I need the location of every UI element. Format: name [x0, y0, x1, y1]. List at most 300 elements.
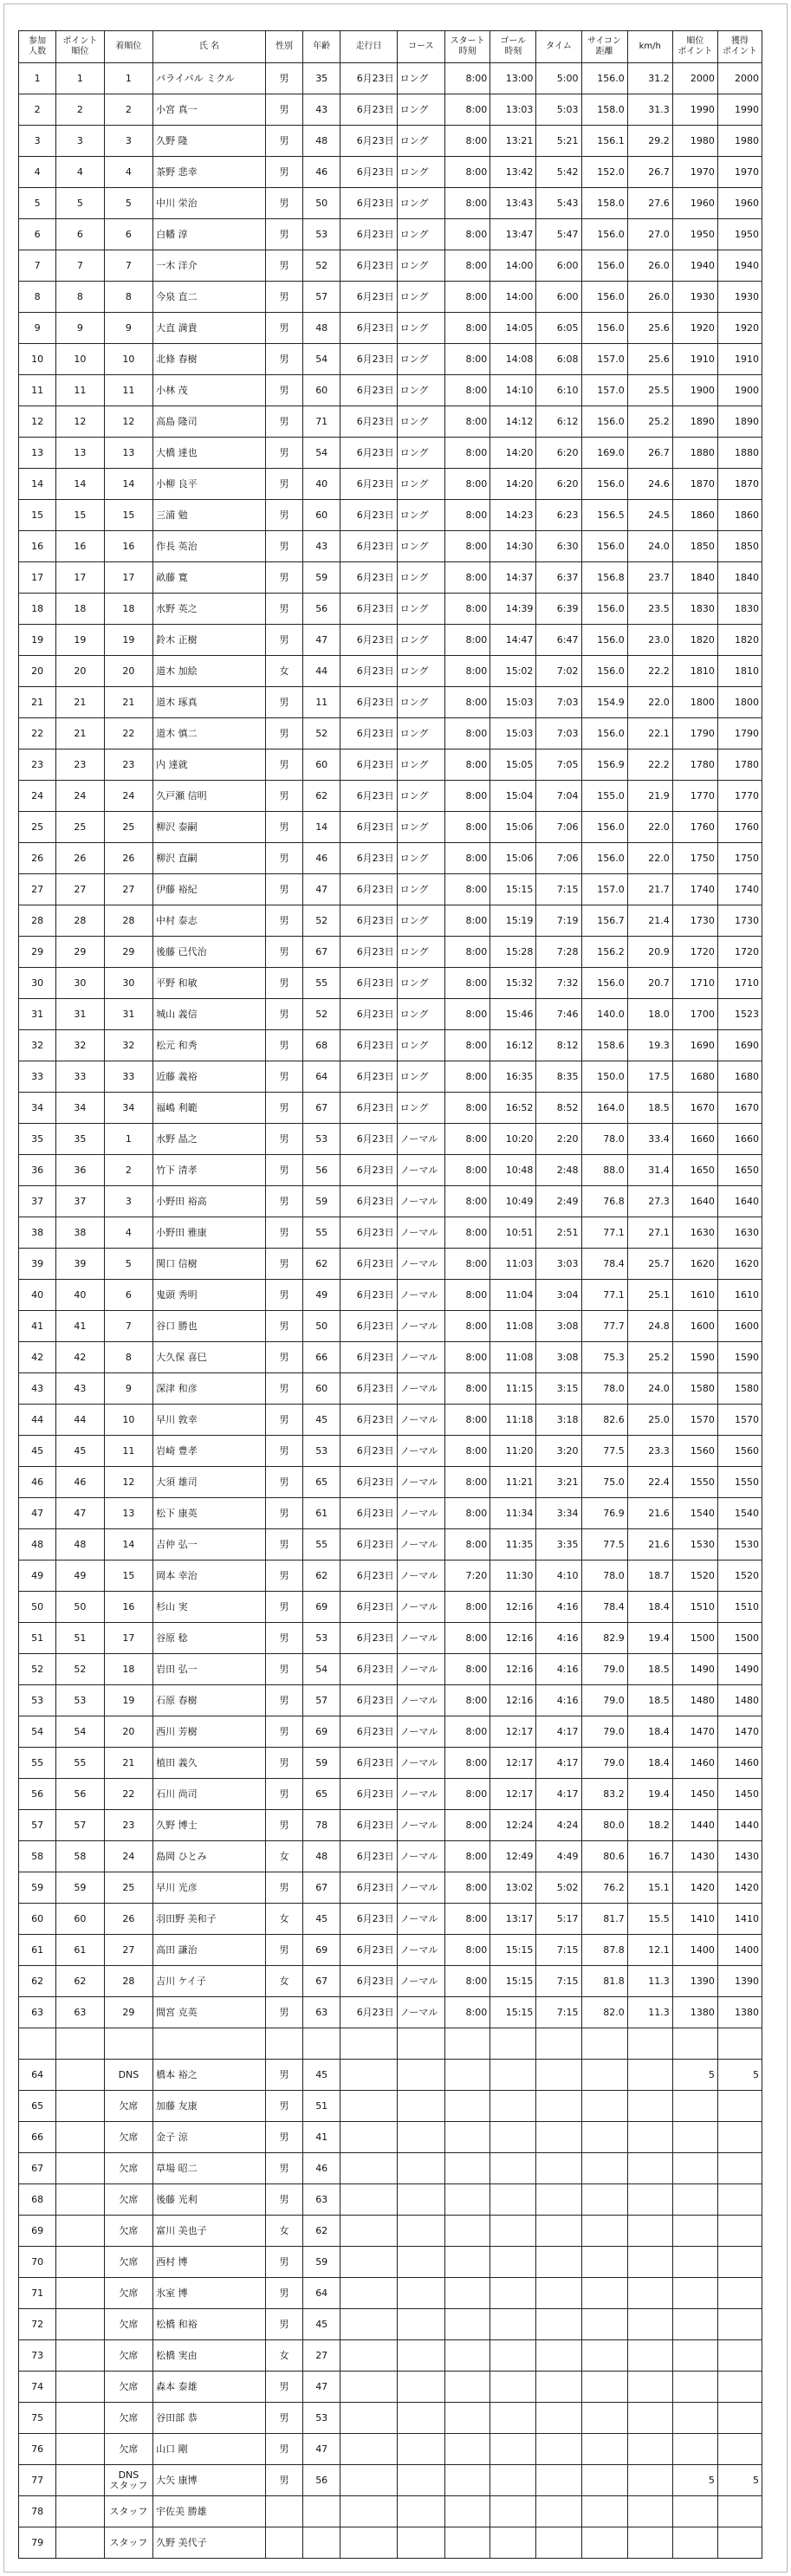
table-cell: 大橋 達也: [153, 438, 266, 469]
table-cell: 男: [265, 63, 302, 94]
table-cell: 10:20: [490, 1124, 536, 1155]
table-cell: 1620: [672, 1249, 717, 1280]
table-cell: 65: [303, 1467, 340, 1498]
table-cell: 21: [104, 1748, 153, 1779]
table-cell: [672, 2247, 717, 2278]
table-cell: [581, 2403, 627, 2434]
table-row: [19, 2153, 762, 2184]
table-cell: [672, 2340, 717, 2372]
table-cell: ロング: [397, 968, 444, 999]
table-cell: 5: [104, 1249, 153, 1280]
table-cell: 88.0: [581, 1155, 627, 1186]
table-cell: 2:51: [536, 1217, 581, 1249]
table-cell: 1760: [672, 812, 717, 843]
table-cell: 15: [19, 500, 56, 531]
table-cell: 156.8: [581, 562, 627, 594]
table-cell: 23.5: [627, 594, 672, 625]
table-cell: 6月23日: [340, 1061, 397, 1093]
table-cell: 8:00: [445, 1405, 490, 1436]
table-cell: 16: [104, 1592, 153, 1623]
table-cell: 80.0: [581, 1810, 627, 1841]
table-cell: 22: [104, 718, 153, 749]
results-table: [18, 30, 762, 2559]
table-cell: 22: [19, 718, 56, 749]
table-cell: 156.0: [581, 282, 627, 313]
table-cell: 28: [104, 1966, 153, 1997]
table-cell: 48: [303, 126, 340, 157]
table-row: [19, 469, 762, 500]
table-cell: 49: [56, 1561, 104, 1592]
table-cell: 79.0: [581, 1654, 627, 1685]
table-cell: 45: [303, 1904, 340, 1935]
table-cell: ロング: [397, 219, 444, 250]
table-cell: 13: [104, 438, 153, 469]
table-cell: 1490: [672, 1654, 717, 1685]
table-cell: [581, 2184, 627, 2216]
table-cell: 3:08: [536, 1311, 581, 1342]
table-cell: 6月23日: [340, 1436, 397, 1467]
table-cell: 男: [265, 1093, 302, 1124]
table-cell: 69: [19, 2216, 56, 2247]
table-cell: [445, 2496, 490, 2527]
table-cell: 7:15: [536, 1935, 581, 1966]
table-cell: 8:00: [445, 1623, 490, 1654]
table-cell: 1650: [717, 1155, 762, 1186]
table-cell: [627, 2216, 672, 2247]
table-cell: 男: [265, 282, 302, 313]
table-cell: 4: [56, 157, 104, 188]
table-cell: 男: [265, 1467, 302, 1498]
table-cell: 68: [19, 2184, 56, 2216]
table-cell: 156.0: [581, 594, 627, 625]
table-cell: [445, 2434, 490, 2465]
table-cell: [397, 2278, 444, 2309]
empty-cell: [19, 2028, 56, 2060]
table-cell: 13:43: [490, 188, 536, 219]
table-cell: 6月23日: [340, 63, 397, 94]
table-cell: 1390: [717, 1966, 762, 1997]
table-cell: 15: [104, 500, 153, 531]
table-cell: 6月23日: [340, 1093, 397, 1124]
table-cell: 27.6: [627, 188, 672, 219]
table-cell: 3:18: [536, 1405, 581, 1436]
table-cell: 8:00: [445, 1280, 490, 1311]
table-cell: ロング: [397, 1093, 444, 1124]
table-cell: 55: [303, 1529, 340, 1561]
table-cell: 50: [19, 1592, 56, 1623]
table-cell: [56, 2184, 104, 2216]
table-cell: 1540: [672, 1498, 717, 1529]
table-cell: 1840: [717, 562, 762, 594]
table-cell: 67: [303, 1966, 340, 1997]
table-cell: 宇佐美 勝雄: [153, 2496, 266, 2527]
table-cell: 8:00: [445, 219, 490, 250]
table-cell: 6月23日: [340, 1405, 397, 1436]
table-cell: 8:00: [445, 1498, 490, 1529]
table-cell: [581, 2465, 627, 2496]
table-cell: 39: [56, 1249, 104, 1280]
table-cell: 75.0: [581, 1467, 627, 1498]
table-cell: 83.2: [581, 1779, 627, 1810]
table-cell: [340, 2527, 397, 2559]
table-cell: 16: [104, 531, 153, 562]
table-cell: 男: [265, 999, 302, 1030]
table-cell: 鈴木 正樹: [153, 625, 266, 656]
table-cell: 6月23日: [340, 438, 397, 469]
table-cell: 北條 春樹: [153, 344, 266, 375]
table-cell: 男: [265, 1280, 302, 1311]
table-cell: 欠席: [104, 2091, 153, 2122]
table-cell: 15:06: [490, 843, 536, 874]
table-cell: 19.4: [627, 1623, 672, 1654]
table-cell: ノーマル: [397, 1623, 444, 1654]
table-cell: 4:16: [536, 1592, 581, 1623]
table-cell: 1620: [717, 1249, 762, 1280]
table-cell: [717, 2372, 762, 2403]
table-cell: [490, 2465, 536, 2496]
table-cell: 5:02: [536, 1872, 581, 1904]
table-cell: 26: [104, 1904, 153, 1935]
table-row: [19, 2216, 762, 2247]
table-cell: [536, 2153, 581, 2184]
table-cell: 柳沢 泰嗣: [153, 812, 266, 843]
table-cell: 156.0: [581, 531, 627, 562]
table-cell: 1520: [672, 1561, 717, 1592]
table-cell: 43: [56, 1373, 104, 1405]
table-cell: 男: [265, 1592, 302, 1623]
table-cell: 氷室 博: [153, 2278, 266, 2309]
table-cell: 48: [19, 1529, 56, 1561]
table-cell: 24: [19, 781, 56, 812]
table-cell: 63: [303, 2184, 340, 2216]
table-cell: 大矢 康博: [153, 2465, 266, 2496]
table-cell: 78: [303, 1810, 340, 1841]
table-cell: [672, 2184, 717, 2216]
table-cell: 7: [56, 250, 104, 282]
table-row: [19, 1997, 762, 2028]
table-cell: 51: [303, 2091, 340, 2122]
table-cell: 1640: [717, 1186, 762, 1217]
table-cell: 62: [19, 1966, 56, 1997]
table-cell: 1800: [672, 687, 717, 718]
table-cell: 1500: [717, 1623, 762, 1654]
table-cell: 15:06: [490, 812, 536, 843]
table-cell: [627, 2247, 672, 2278]
table-cell: 道木 琢真: [153, 687, 266, 718]
table-cell: 8: [104, 1342, 153, 1373]
table-cell: ロング: [397, 344, 444, 375]
table-cell: ノーマル: [397, 1904, 444, 1935]
table-cell: 6月23日: [340, 1280, 397, 1311]
table-cell: 41: [19, 1311, 56, 1342]
table-cell: 12:16: [490, 1685, 536, 1716]
table-cell: ノーマル: [397, 1654, 444, 1685]
table-cell: 2000: [672, 63, 717, 94]
table-cell: 8:00: [445, 1716, 490, 1748]
table-row: [19, 219, 762, 250]
table-cell: 25.1: [627, 1280, 672, 1311]
table-row: [19, 843, 762, 874]
table-cell: 1680: [717, 1061, 762, 1093]
column-header: km/h: [627, 31, 672, 63]
table-cell: 54: [19, 1716, 56, 1748]
table-cell: 8:00: [445, 250, 490, 282]
table-cell: 11: [303, 687, 340, 718]
table-cell: 59: [303, 562, 340, 594]
table-cell: 13:42: [490, 157, 536, 188]
table-cell: 156.0: [581, 469, 627, 500]
table-cell: 欠席: [104, 2184, 153, 2216]
table-row: [19, 2434, 762, 2465]
table-cell: 1730: [717, 905, 762, 937]
table-row: [19, 94, 762, 126]
table-cell: 6月23日: [340, 250, 397, 282]
table-cell: [627, 2060, 672, 2091]
table-cell: 50: [303, 1311, 340, 1342]
table-cell: 男: [265, 718, 302, 749]
table-cell: 松下 康英: [153, 1498, 266, 1529]
table-cell: 6月23日: [340, 1342, 397, 1373]
table-cell: 19: [104, 1685, 153, 1716]
table-cell: [717, 2122, 762, 2153]
table-cell: 24.0: [627, 531, 672, 562]
table-cell: 78.0: [581, 1561, 627, 1592]
table-cell: 1500: [672, 1623, 717, 1654]
table-cell: [581, 2122, 627, 2153]
table-cell: 35: [19, 1124, 56, 1155]
table-cell: [445, 2340, 490, 2372]
table-cell: 1400: [672, 1935, 717, 1966]
table-cell: 31: [19, 999, 56, 1030]
table-cell: 45: [19, 1436, 56, 1467]
table-cell: 31: [56, 999, 104, 1030]
table-cell: 6月23日: [340, 1810, 397, 1841]
table-cell: 1790: [672, 718, 717, 749]
table-row: [19, 157, 762, 188]
table-cell: 43: [303, 94, 340, 126]
table-cell: 32: [104, 1030, 153, 1061]
table-cell: [672, 2434, 717, 2465]
table-cell: 6月23日: [340, 1592, 397, 1623]
table-cell: 8:00: [445, 1249, 490, 1280]
table-cell: 一木 洋介: [153, 250, 266, 282]
table-cell: 1420: [672, 1872, 717, 1904]
table-cell: 18: [104, 1654, 153, 1685]
table-cell: 11: [19, 375, 56, 406]
table-cell: [490, 2527, 536, 2559]
table-cell: 6月23日: [340, 968, 397, 999]
table-cell: 8:00: [445, 1966, 490, 1997]
table-cell: 男: [265, 250, 302, 282]
table-cell: 1850: [717, 531, 762, 562]
table-cell: 1400: [717, 1935, 762, 1966]
table-cell: 8:00: [445, 1311, 490, 1342]
table-row: [19, 1841, 762, 1872]
table-cell: 8:00: [445, 1373, 490, 1405]
table-cell: 47: [19, 1498, 56, 1529]
table-cell: 36: [56, 1155, 104, 1186]
table-cell: 23.7: [627, 562, 672, 594]
table-cell: 1640: [672, 1186, 717, 1217]
table-cell: ロング: [397, 594, 444, 625]
table-row: [19, 63, 762, 94]
table-cell: 56: [303, 2465, 340, 2496]
table-cell: [445, 2060, 490, 2091]
table-cell: 21.7: [627, 874, 672, 905]
table-cell: ノーマル: [397, 1498, 444, 1529]
table-cell: ノーマル: [397, 1405, 444, 1436]
table-cell: [340, 2184, 397, 2216]
table-cell: ノーマル: [397, 1935, 444, 1966]
table-cell: 33: [56, 1061, 104, 1093]
table-cell: 13:02: [490, 1872, 536, 1904]
table-cell: 27: [104, 874, 153, 905]
table-cell: 4:17: [536, 1748, 581, 1779]
table-cell: ノーマル: [397, 1716, 444, 1748]
table-cell: 山口 剛: [153, 2434, 266, 2465]
table-cell: 72: [19, 2309, 56, 2340]
table-cell: 51: [19, 1623, 56, 1654]
table-cell: 鬼頭 秀明: [153, 1280, 266, 1311]
table-cell: 欠席: [104, 2247, 153, 2278]
table-cell: [627, 2184, 672, 2216]
table-cell: 18.2: [627, 1810, 672, 1841]
table-cell: 8: [19, 282, 56, 313]
table-cell: 140.0: [581, 999, 627, 1030]
table-cell: 66: [303, 1342, 340, 1373]
table-cell: 23: [56, 749, 104, 781]
table-cell: 55: [303, 968, 340, 999]
table-cell: 3: [56, 126, 104, 157]
table-cell: 6:20: [536, 438, 581, 469]
table-cell: 21: [56, 687, 104, 718]
table-cell: ロング: [397, 438, 444, 469]
table-cell: 欠席: [104, 2122, 153, 2153]
table-cell: [717, 2216, 762, 2247]
table-cell: [340, 2340, 397, 2372]
table-cell: 5:03: [536, 94, 581, 126]
table-cell: ノーマル: [397, 1186, 444, 1217]
table-cell: 87.8: [581, 1935, 627, 1966]
table-cell: 1520: [717, 1561, 762, 1592]
table-cell: 3:21: [536, 1467, 581, 1498]
table-cell: 23: [104, 749, 153, 781]
table-cell: 15:02: [490, 656, 536, 687]
table-cell: 1490: [717, 1654, 762, 1685]
table-cell: 10: [104, 1405, 153, 1436]
table-cell: [445, 2465, 490, 2496]
table-cell: [672, 2216, 717, 2247]
table-cell: [340, 2247, 397, 2278]
table-cell: 156.1: [581, 126, 627, 157]
table-cell: 7:28: [536, 937, 581, 968]
table-cell: 156.0: [581, 625, 627, 656]
table-cell: 8:00: [445, 1030, 490, 1061]
table-cell: 1930: [672, 282, 717, 313]
table-cell: 38: [19, 1217, 56, 1249]
table-cell: [397, 2434, 444, 2465]
table-cell: 男: [265, 126, 302, 157]
table-row: [19, 1872, 762, 1904]
table-cell: 1380: [672, 1997, 717, 2028]
table-cell: 6月23日: [340, 94, 397, 126]
table-cell: ノーマル: [397, 1280, 444, 1311]
table-cell: 男: [265, 1935, 302, 1966]
table-cell: [397, 2122, 444, 2153]
table-cell: 44: [56, 1405, 104, 1436]
column-header: 年齢: [303, 31, 340, 63]
table-cell: 52: [303, 905, 340, 937]
table-cell: 27: [104, 1935, 153, 1966]
table-cell: 46: [303, 843, 340, 874]
table-cell: 1560: [717, 1436, 762, 1467]
table-cell: [445, 2153, 490, 2184]
table-cell: [717, 2527, 762, 2559]
table-cell: 1390: [672, 1966, 717, 1997]
table-cell: 21.6: [627, 1529, 672, 1561]
table-cell: 61: [56, 1935, 104, 1966]
table-cell: 西村 博: [153, 2247, 266, 2278]
table-cell: 6月23日: [340, 905, 397, 937]
table-cell: 1530: [717, 1529, 762, 1561]
table-cell: 2: [104, 94, 153, 126]
table-cell: [56, 2247, 104, 2278]
table-cell: 1830: [672, 594, 717, 625]
table-cell: 6月23日: [340, 999, 397, 1030]
table-cell: [340, 2309, 397, 2340]
table-cell: 8:00: [445, 1436, 490, 1467]
table-cell: 6月23日: [340, 874, 397, 905]
table-cell: 1630: [672, 1217, 717, 1249]
table-cell: [445, 2278, 490, 2309]
table-cell: [340, 2403, 397, 2434]
table-cell: 高田 謙治: [153, 1935, 266, 1966]
table-cell: 21.9: [627, 781, 672, 812]
column-header: 着順位: [104, 31, 153, 63]
table-cell: 8:00: [445, 718, 490, 749]
table-cell: 68: [303, 1030, 340, 1061]
table-cell: 小野田 雅康: [153, 1217, 266, 1249]
table-row: [19, 749, 762, 781]
table-cell: 早川 光彦: [153, 1872, 266, 1904]
table-cell: [490, 2372, 536, 2403]
table-cell: 8:00: [445, 500, 490, 531]
table-cell: 12.1: [627, 1935, 672, 1966]
table-cell: [56, 2278, 104, 2309]
table-cell: 7:15: [536, 874, 581, 905]
table-cell: [56, 2309, 104, 2340]
table-cell: 1970: [672, 157, 717, 188]
table-row: [19, 1373, 762, 1405]
table-cell: 10: [56, 344, 104, 375]
table-cell: [340, 2278, 397, 2309]
table-cell: [536, 2091, 581, 2122]
table-cell: 27.0: [627, 219, 672, 250]
table-cell: 26.7: [627, 438, 672, 469]
table-cell: 18: [19, 594, 56, 625]
empty-cell: [581, 2028, 627, 2060]
table-cell: 1780: [672, 749, 717, 781]
table-row: [19, 781, 762, 812]
table-cell: ロング: [397, 937, 444, 968]
table-cell: 1: [19, 63, 56, 94]
table-cell: 1460: [717, 1748, 762, 1779]
table-cell: 21: [19, 687, 56, 718]
table-cell: 79.0: [581, 1716, 627, 1748]
table-cell: 8:00: [445, 1779, 490, 1810]
table-cell: 14:10: [490, 375, 536, 406]
table-cell: 男: [265, 594, 302, 625]
